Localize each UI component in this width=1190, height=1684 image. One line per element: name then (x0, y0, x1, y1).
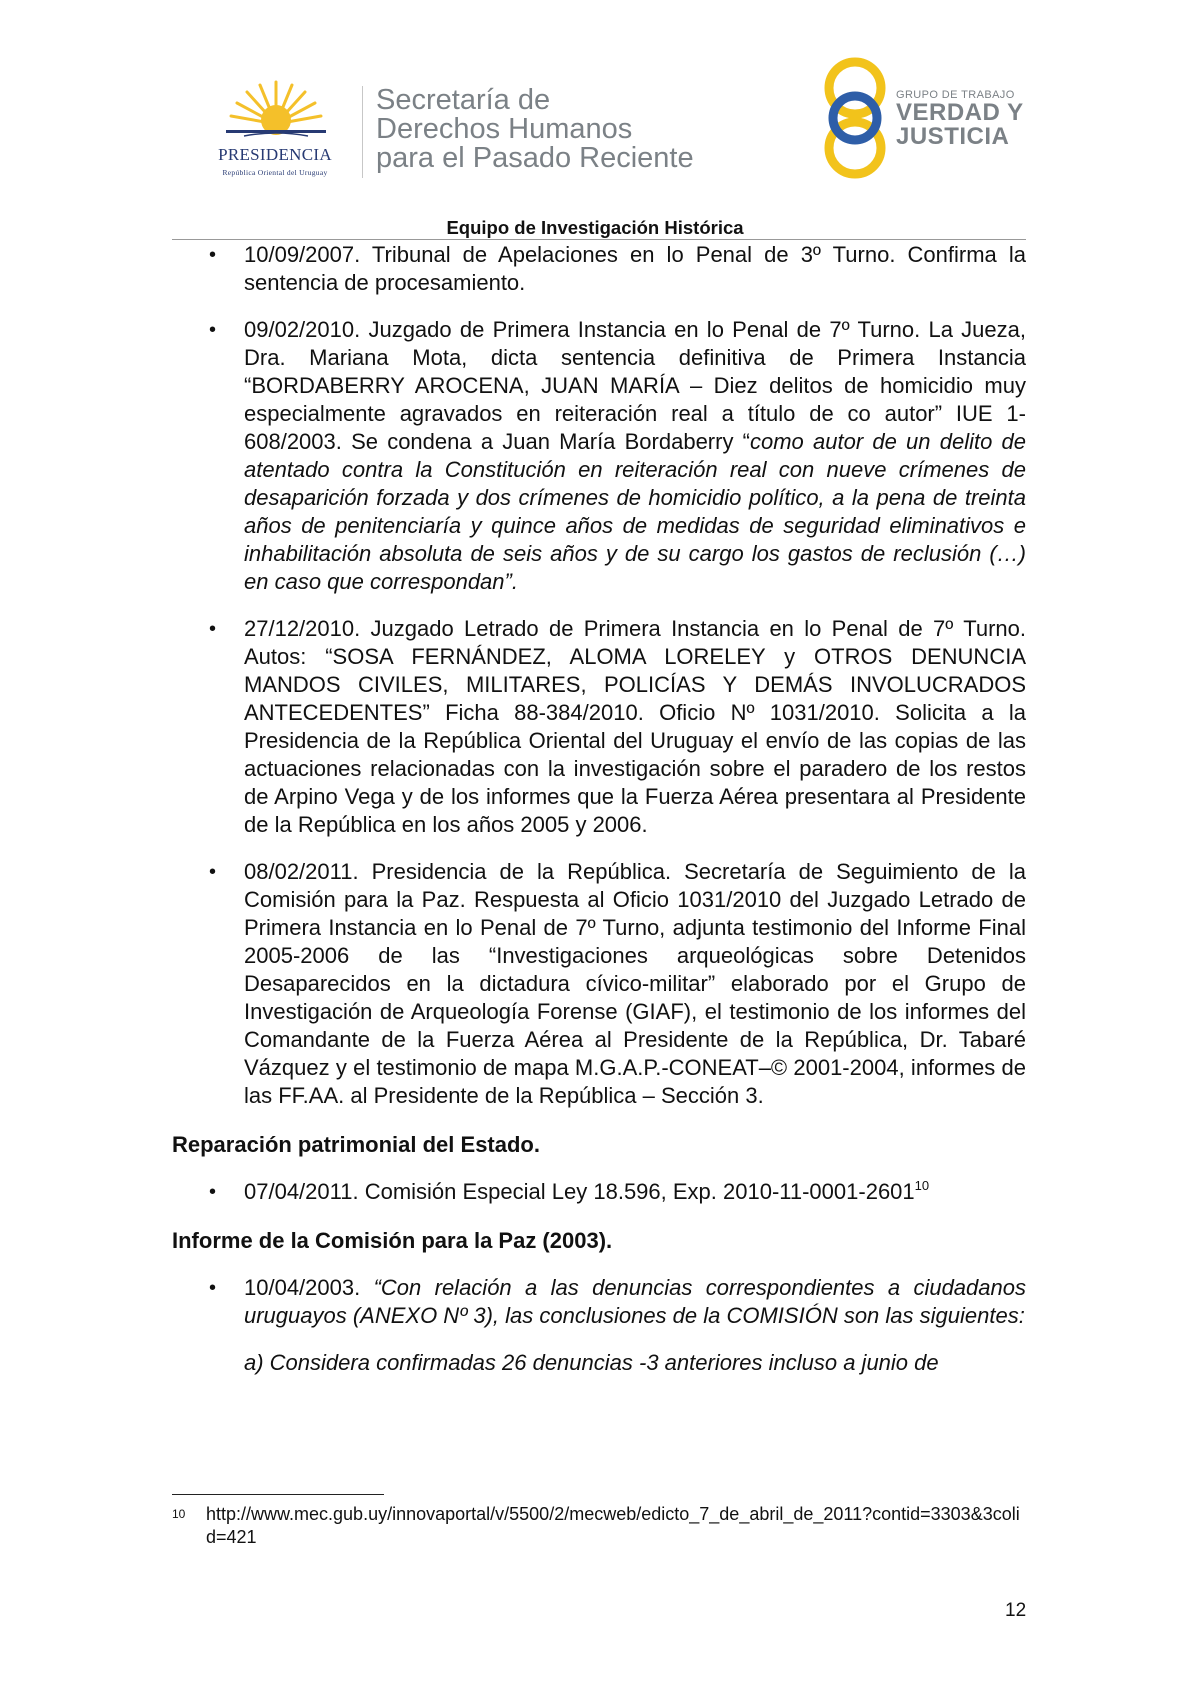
team-title: Equipo de Investigación Histórica (446, 217, 744, 238)
list-item (172, 858, 1026, 1110)
footnote-link[interactable]: http://www.mec.gub.uy/innovaportal/v/5500/2/mecweb/edicto_7_de_abril_de_2011?contid=3303&3colid=421 (206, 1504, 1020, 1547)
footnote-rule (172, 1494, 384, 1495)
list-item (172, 316, 1026, 596)
rings-icon (822, 56, 888, 180)
verdad-justicia-text (896, 89, 1024, 149)
list-item (172, 1274, 1026, 1330)
list-item (172, 615, 1026, 839)
vj-line2: JUSTICIA (896, 123, 1010, 150)
secretaria-title (376, 86, 694, 173)
secretaria-line3: para el Pasado Reciente (376, 142, 694, 174)
list-item-quote: como autor de un delito de atentado contra la Constitución en reiteración real con nueve crímenes de desaparición forzada y dos crímenes de homicidio político, a la pena de treinta años de penitenciaría y quince años de medidas de seguridad eliminativos e inhabilitación absoluta de seis años y de su cargo los gastos de reclusión (…) en caso que correspondan”. (244, 429, 1026, 594)
secretaria-line2: Derechos Humanos (376, 113, 633, 145)
quote-paragraph: a) Considera confirmadas 26 denuncias -3 anteriores incluso a junio de (244, 1350, 939, 1375)
secretaria-line1: Secretaría de (376, 84, 551, 116)
list-item-text: 10/09/2007. Tribunal de Apelaciones en lo Penal de 3º Turno. Confirma la sentencia de procesamiento. (244, 242, 1026, 295)
list-item-text: 27/12/2010. Juzgado Letrado de Primera Instancia en lo Penal de 7º Turno. Autos: “SOSA FERNÁNDEZ, ALOMA LORELEY y OTROS DENUNCIA MANDOS CIVILES, MILITARES, POLICÍAS Y DEMÁS INVOLUCRADOS ANTECEDENTES” Ficha 88-384/2010. Oficio Nº 1031/2010. Solicita a la Presidencia de la República Oriental del Uruguay el envío de las copias de las actuaciones relacionadas con la investigación sobre el paradero de los restos de Arpino Vega y de los informes que la Fuerza Aérea presentara al Presidente de la República en los años 2005 y 2006. (244, 616, 1026, 837)
list-item-quote: “Con relación a las denuncias correspondientes a ciudadanos uruguayos (ANEXO Nº 3), las conclusiones de la COMISIÓN son las siguientes: (244, 1275, 1026, 1328)
section-heading-reparacion: Reparación patrimonial del Estado. (172, 1132, 540, 1157)
presidencia-logo (196, 80, 354, 180)
sun-icon (226, 80, 326, 146)
footnote-marker: 10 (172, 1507, 186, 1521)
presidencia-name: PRESIDENCIA (218, 145, 332, 164)
list-item (172, 1178, 1026, 1206)
logo-divider (362, 86, 363, 178)
header-rule (172, 239, 1026, 240)
list-item (172, 241, 1026, 297)
list-item-text: 08/02/2011. Presidencia de la República. Secretaría de Seguimiento de la Comisión para la Paz. Respuesta al Oficio 1031/2010 del Juzgado Letrado de Primera Instancia en lo Penal de 7º Turno, adjunta testimonio del Informe Final 2005-2006 de las “Investigaciones arqueológicas sobre Detenidos Desaparecidos en la dictadura cívico-militar” elaborado por el Grupo de Investigación de Arqueología Forense (GIAF), el testimonio de los informes del Comandante de la Fuerza Aérea al Presidente de la República, Dr. Tabaré Vázquez y el testimonio de mapa M.G.A.P.-CONEAT–© 2001-2004, informes de las FF.AA. al Presidente de la República – Sección 3. (244, 859, 1026, 1108)
footnote (172, 1503, 1026, 1549)
list-item-text: 07/04/2011. Comisión Especial Ley 18.596, Exp. 2010-11-0001-2601 (244, 1179, 915, 1204)
list-item-date: 10/04/2003. (244, 1275, 374, 1300)
footnote-reference[interactable]: 10 (914, 1178, 930, 1193)
document-body (172, 241, 1026, 1377)
vj-top-line: GRUPO DE TRABAJO (896, 89, 1015, 101)
page-header (0, 0, 1190, 238)
vj-line1: VERDAD Y (896, 99, 1024, 126)
list-item-text: 09/02/2010. Juzgado de Primera Instancia en lo Penal de 7º Turno. La Jueza, Dra. Mariana Mota, dicta sentencia definitiva de Primera Instancia “BORDABERRY AROCENA, JUAN MARÍA – Diez delitos de homicidio muy especialmente agravados en reiteración real a título de co autor” IUE 1-608/2003. Se condena a Juan María Bordaberry “ (244, 317, 1026, 454)
section-heading-informe: Informe de la Comisión para la Paz (2003). (172, 1228, 613, 1253)
presidencia-subtitle: República Oriental del Uruguay (222, 168, 328, 177)
page-number: 12 (1005, 1600, 1027, 1621)
verdad-justicia-logo (822, 56, 1032, 180)
